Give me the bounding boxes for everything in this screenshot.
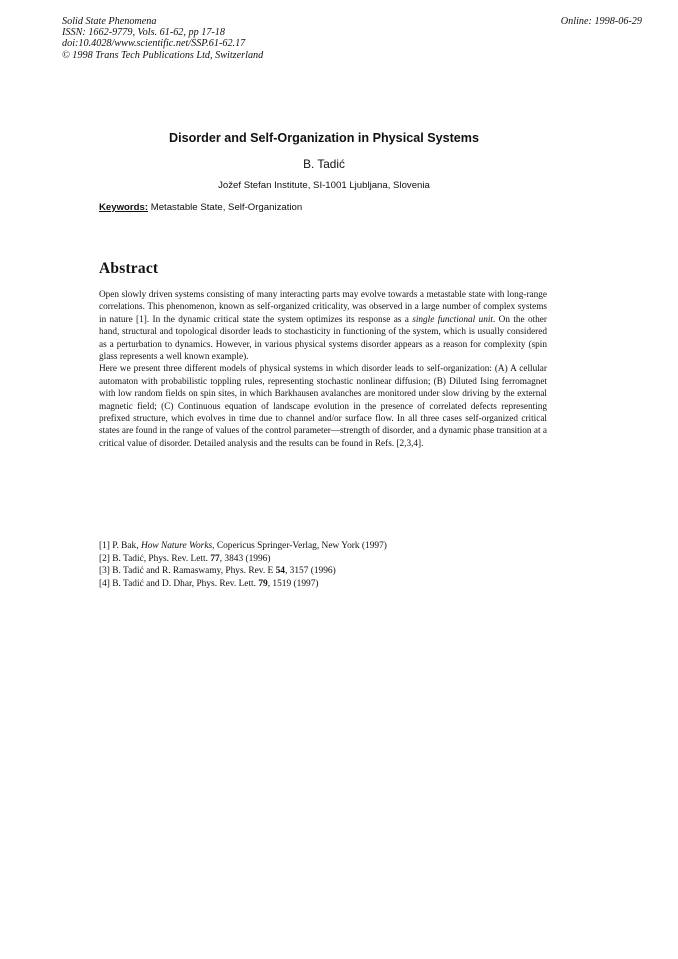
journal-name: Solid State Phenomena xyxy=(62,16,157,27)
reference-item: [1] P. Bak, How Nature Works, Copericus Springer-Verlag, New York (1997) xyxy=(99,541,387,551)
abstract-heading: Abstract xyxy=(99,260,159,277)
abstract-paragraph-2: Here we present three different models of physical systems in which disorder leads to self-organization: (A) A cellular automaton with probabilistic toppling rules, representing stochastic nonlinear diffusion; (B) Diluted Ising ferromagnet with low random fields on spin sites, in which Barkhausen avalanches are monitored under slow driving by the external magnetic field; (C) Continuous equation of landscape evolution in the presence of correlated defects representing prefixed structure, which evolves in time due to channel and/or surface flow. In all three cases self-organized critical states are found in the range of values of the control parameter—strength of disorder, and a dynamic phase transition at a critical value of disorder. Detailed analysis and the results can be found in Refs. [2,3,4]. xyxy=(99,364,547,449)
abstract-body xyxy=(99,289,547,450)
paper-title: Disorder and Self-Organization in Physical Systems xyxy=(168,131,480,145)
journal-issn: ISSN: 1662-9779, Vols. 61-62, pp 17-18 xyxy=(62,27,225,39)
journal-info xyxy=(62,16,263,61)
journal-copyright: © 1998 Trans Tech Publications Ltd, Switzerland xyxy=(62,49,264,61)
keywords-label: Keywords: xyxy=(99,202,149,213)
paper-author: B. Tadić xyxy=(303,157,345,171)
online-date: Online: 1998-06-29 xyxy=(560,16,642,27)
keywords xyxy=(99,202,302,213)
reference-item: [4] B. Tadić and D. Dhar, Phys. Rev. Lett. 79, 1519 (1997) xyxy=(99,578,319,589)
author-affiliation: Jožef Stefan Institute, SI-1001 Ljubljana, Slovenia xyxy=(218,180,430,191)
emphasis: single functional unit xyxy=(412,314,493,325)
abstract-paragraph-1: Open slowly driven systems consisting of many interacting parts may evolve towards a metastable state with long-range correlations. This phenomenon, known as self-organized criticality, was observed in a large number of complex systems in nature [1]. In the dynamic critical state the system optimizes its response as a single functional unit. On the other hand, structural and topological disorder leads to stochasticity in functioning of the system, which is usually considered as a perturbation to dynamics. However, in various physical systems disorder appears as a reason for complexity (spin glass represents a well known example). xyxy=(99,290,547,363)
keywords-text: Metastable State, Self-Organization xyxy=(150,202,303,213)
reference-item: [3] B. Tadić and R. Ramaswamy, Phys. Rev. E 54, 3157 (1996) xyxy=(99,566,336,577)
journal-doi: doi:10.4028/www.scientific.net/SSP.61-62.17 xyxy=(62,38,246,50)
reference-list xyxy=(99,540,387,590)
reference-item: [2] B. Tadić, Phys. Rev. Lett. 77, 3843 (1996) xyxy=(99,553,271,564)
